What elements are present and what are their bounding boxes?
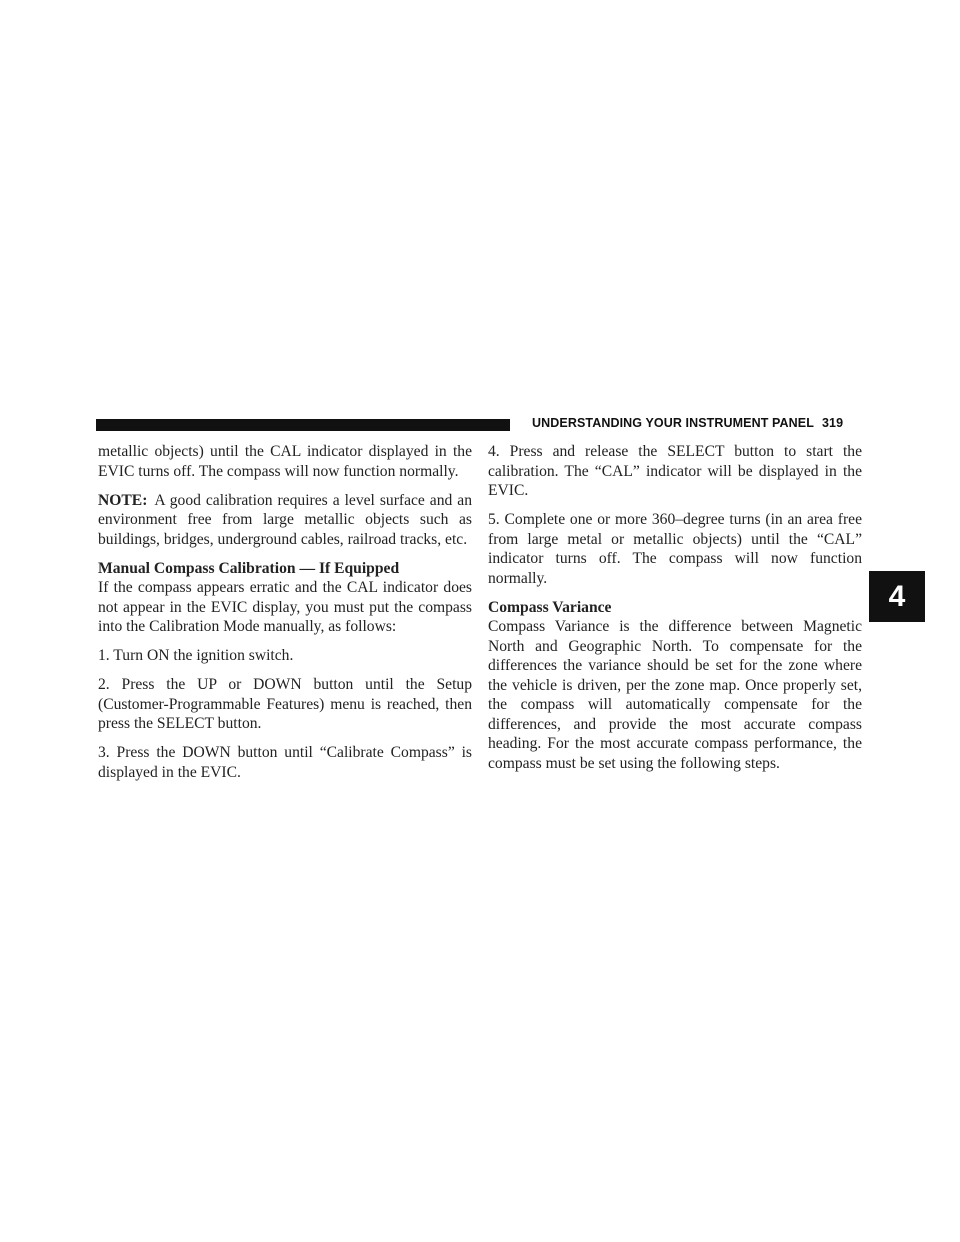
step-4: 4. Press and release the SELECT button to start the calibration. The “CAL” indicator will be displayed in the EVIC. <box>488 443 862 499</box>
header-bar <box>96 419 510 431</box>
paragraph-continuation: metallic objects) until the CAL indicator displayed in the EVIC turns off. The compass will now function normally. <box>98 443 472 480</box>
page-number: 319 <box>821 416 844 430</box>
note-text: A good calibration requires a level surface and an environment free from large metallic objects such as buildings, bridges, underground cables, railroad tracks, etc. <box>98 491 472 548</box>
section-title: UNDERSTANDING YOUR INSTRUMENT PANEL <box>532 416 814 430</box>
left-column <box>98 442 472 792</box>
step-5: 5. Complete one or more 360–degree turns (in an area free from large metal or metallic objects) until the “CAL” indicator turns off. The compass will now function normally. <box>488 511 862 587</box>
note-label: NOTE: <box>98 491 148 509</box>
running-header <box>532 416 868 430</box>
section-heading-compass-variance: Compass Variance <box>488 598 612 616</box>
section-heading-manual-calibration: Manual Compass Calibration — If Equipped <box>98 559 400 577</box>
paragraph-manual-calibration: If the compass appears erratic and the CAL indicator does not appear in the EVIC display, you must put the compass into the Calibration Mode manually, as follows: <box>98 579 472 635</box>
right-column <box>488 442 862 783</box>
paragraph-compass-variance: Compass Variance is the difference between Magnetic North and Geographic North. To compensate for the differences the variance should be set for the zone where the vehicle is driven, per the zone map. Once properly set, the compass will automatically compensate for the differences, and provide the most accurate compass heading. For the most accurate compass performance, the compass must be set using the following steps. <box>488 618 862 772</box>
step-2: 2. Press the UP or DOWN button until the Setup (Customer-Programmable Features) menu is reached, then press the SELECT button. <box>98 676 472 732</box>
step-1: 1. Turn ON the ignition switch. <box>98 647 294 664</box>
step-3: 3. Press the DOWN button until “Calibrate Compass” is displayed in the EVIC. <box>98 744 472 781</box>
chapter-tab: 4 <box>869 571 925 622</box>
note-paragraph <box>98 491 472 550</box>
